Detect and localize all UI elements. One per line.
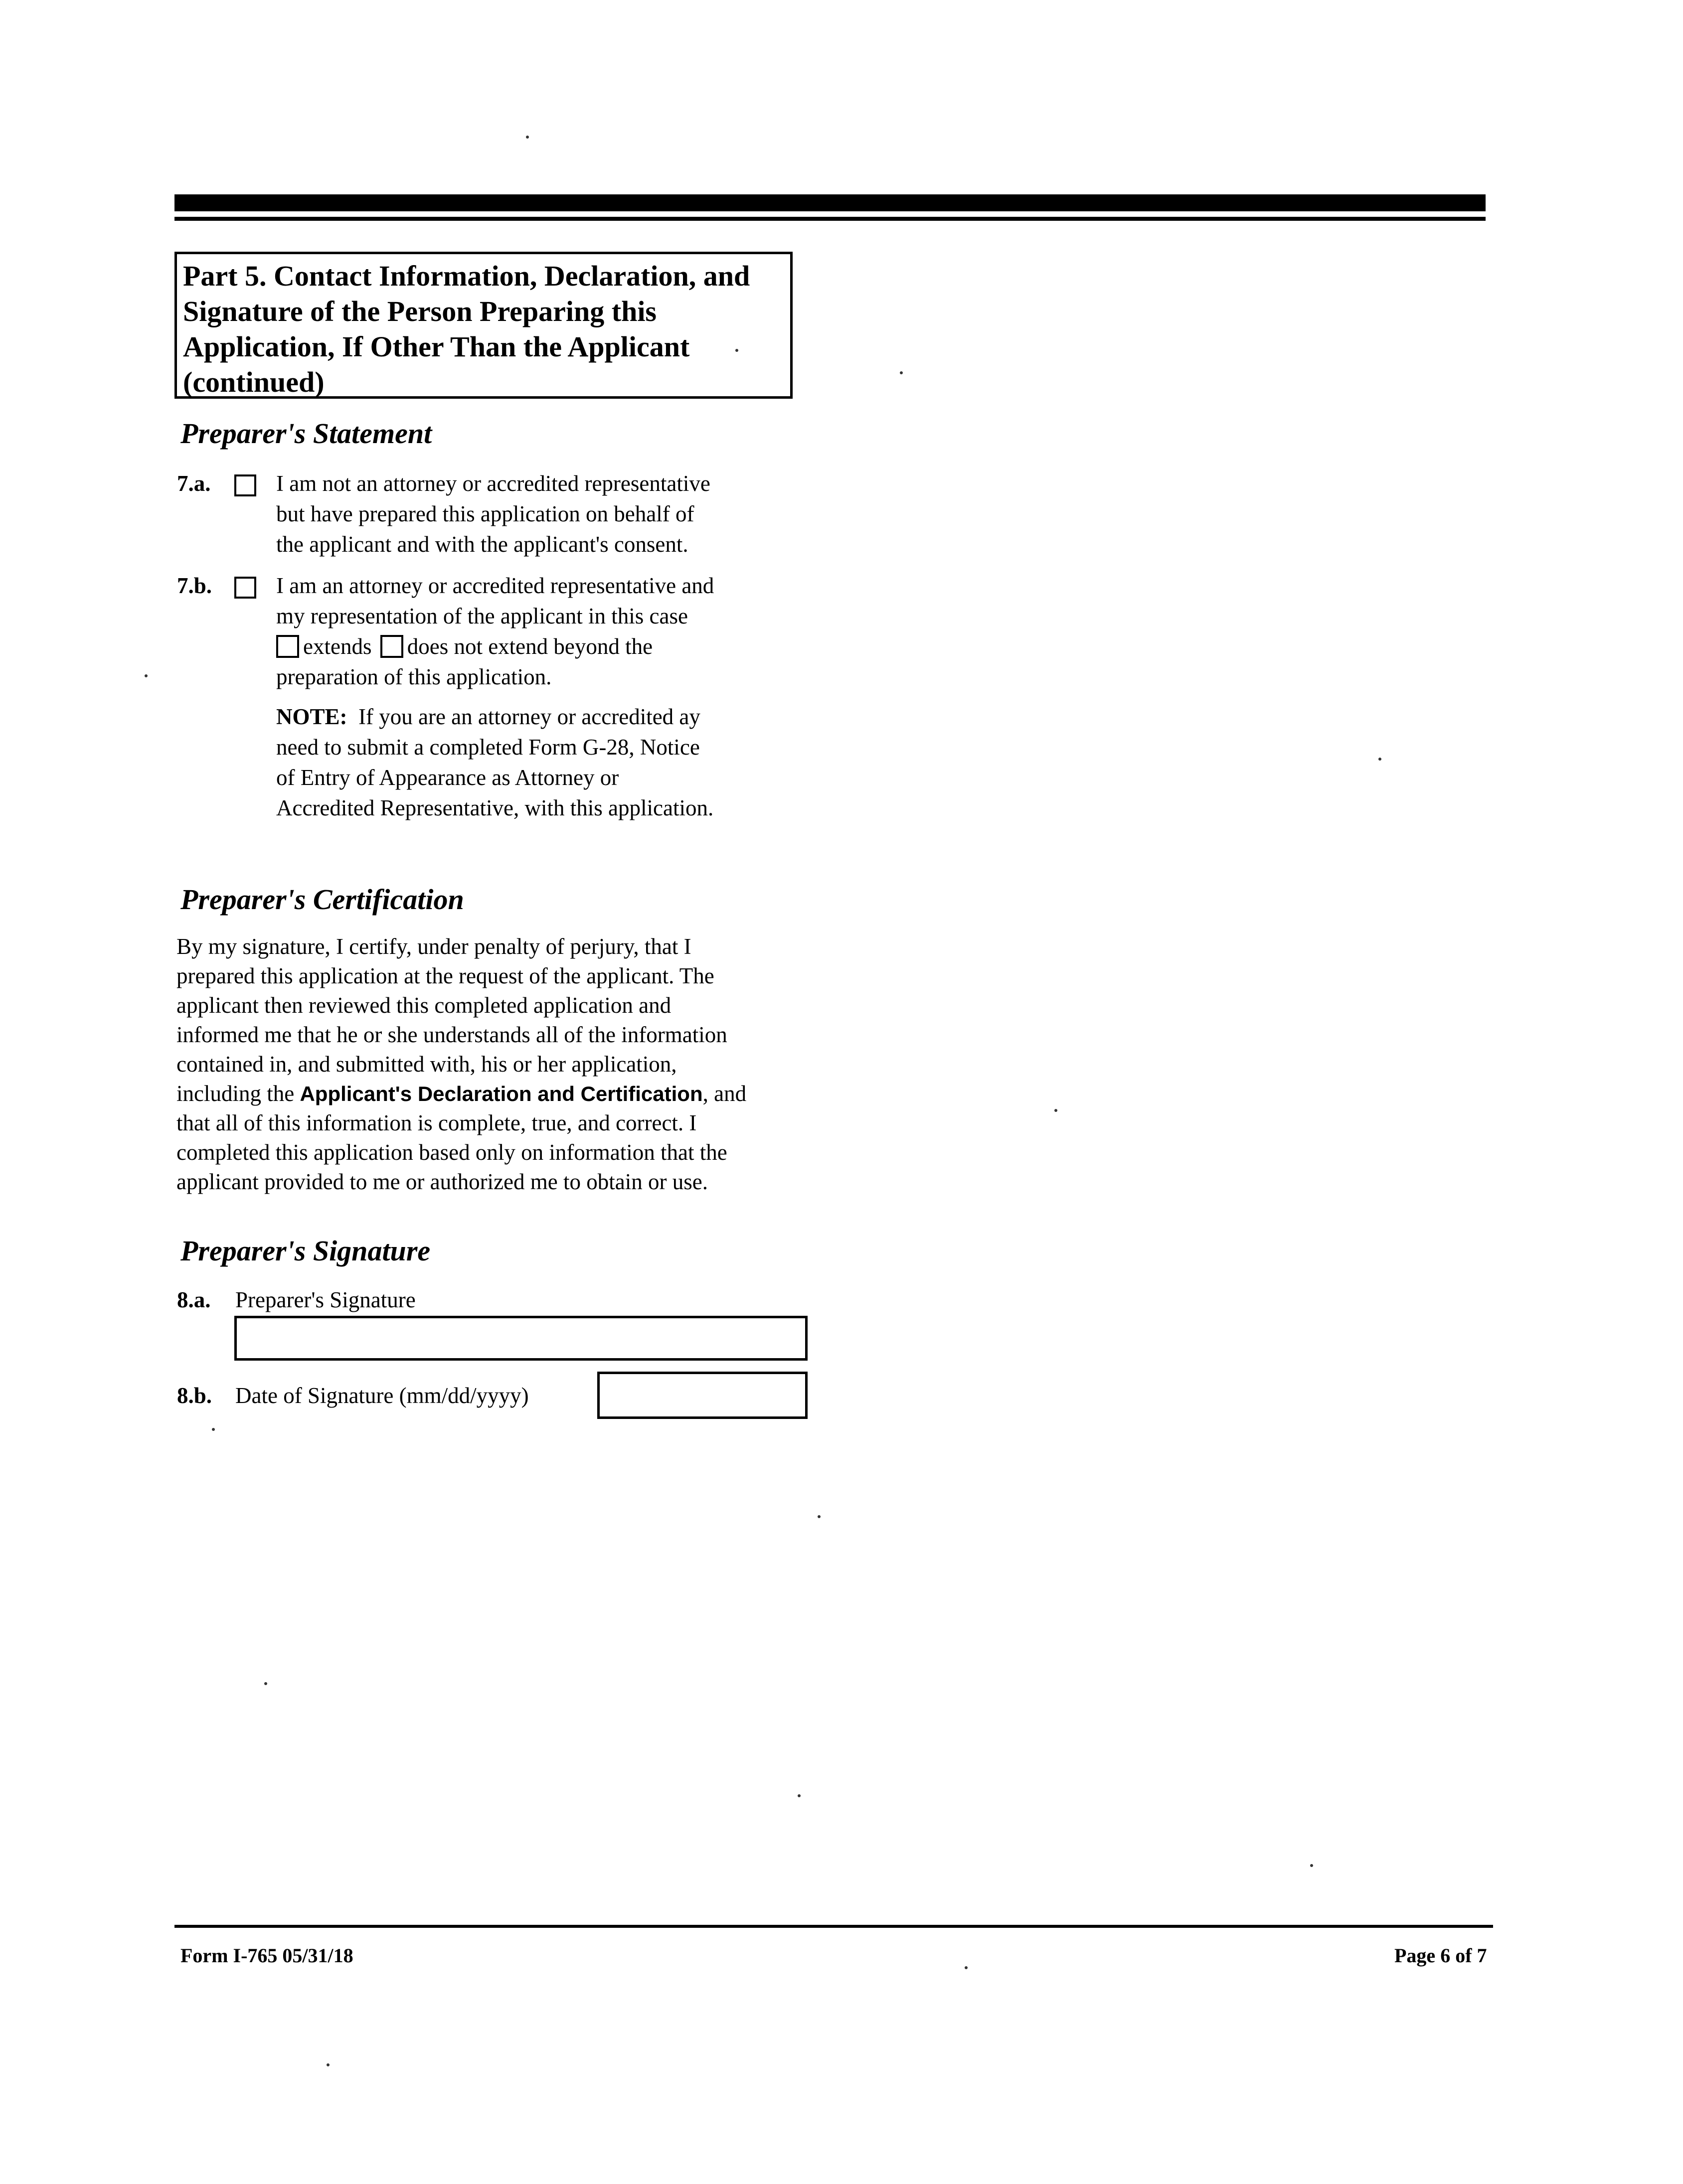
certification-line [176,1079,825,1108]
item-7a-text [276,468,825,560]
applicant-declaration-ref: Applicant's Declaration and Certification [300,1082,703,1105]
scan-speck [965,1966,968,1969]
note-block [276,702,825,823]
scan-speck [264,1682,267,1685]
scan-speck [1054,1109,1057,1112]
note-line1-text: If you are an attorney or accredited ay [358,704,700,729]
certification-line: applicant then reviewed this completed application and [176,993,672,1018]
certification-line: By my signature, I certify, under penalty of perjury, that I [176,934,691,959]
item-7a-line2: but have prepared this application on behalf of [276,501,694,526]
extends-checkbox[interactable] [276,635,299,658]
certification-line: prepared this application at the request of the applicant. The [176,963,714,988]
page-number: Page 6 of 7 [1394,1944,1487,1967]
item-7b-line2: my representation of the applicant in this case [276,604,688,628]
scan-speck [1310,1864,1313,1867]
part-title-line2: Signature of the Person Preparing this [183,295,657,327]
item-8a-number: 8.a. [177,1287,211,1312]
item-7a-number: 7.a. [177,471,211,496]
item-7a-checkbox[interactable] [234,474,256,496]
certification-line: completed this application based only on information that the [176,1140,727,1165]
header-rule-thin [174,217,1486,221]
item-7a-line1: I am not an attorney or accredited representative [276,471,710,496]
item-7a-line3: the applicant and with the applicant's consent. [276,532,688,557]
preparer-statement-heading: Preparer's Statement [180,417,432,450]
date-of-signature-value [600,1377,607,1402]
form-id: Form I-765 05/31/18 [180,1944,353,1967]
part-title-line3: Application, If Other Than the Applicant [183,330,690,363]
scan-speck [900,371,903,374]
item-7b-line4: preparation of this application. [276,664,552,689]
note-line1 [276,702,825,732]
scan-speck [526,136,529,139]
preparer-signature-field[interactable] [234,1316,808,1361]
preparer-signature-value [237,1321,244,1346]
scan-speck [145,674,148,677]
item-8a-label: Preparer's Signature [235,1287,416,1312]
item-8b-label: Date of Signature (mm/dd/yyyy) [235,1383,529,1408]
note-line4: Accredited Representative, with this application. [276,795,714,820]
scan-speck [798,1794,801,1797]
date-of-signature-field[interactable] [597,1372,808,1419]
scan-speck [327,2063,330,2066]
scan-speck [818,1515,821,1518]
certification-line: informed me that he or she understands all of the information [176,1022,727,1047]
header-rule-thick [174,194,1486,211]
part-title-line1: Part 5. Contact Information, Declaration, and [183,260,750,292]
does-not-extend-label: does not extend beyond the [407,634,653,659]
item-7b-text [276,571,825,692]
certification-line: applicant provided to me or authorized me to obtain or use. [176,1169,708,1194]
item-7b-line3 [276,631,825,662]
does-not-extend-checkbox[interactable] [380,635,403,658]
part-title-line4: (continued) [183,366,325,398]
scan-speck [735,349,738,352]
preparer-certification-heading: Preparer's Certification [180,883,464,916]
certification-line: that all of this information is complete, true, and correct. I [176,1110,697,1135]
footer-rule [174,1925,1493,1928]
note-label: NOTE: [276,704,347,729]
preparer-signature-heading: Preparer's Signature [180,1235,431,1267]
part-5-header [174,252,793,399]
extends-label: extends [303,634,372,659]
certification-line: contained in, and submitted with, his or her application, [176,1052,677,1077]
certification-paragraph [176,932,825,1197]
certification-line6-prefix: including the [176,1081,300,1106]
certification-line6-suffix: , and [702,1081,747,1106]
note-line3: of Entry of Appearance as Attorney or [276,765,619,790]
scan-speck [212,1428,215,1431]
scan-speck [1378,758,1381,761]
note-line2: need to submit a completed Form G-28, Notice [276,735,700,760]
item-8b-number: 8.b. [177,1383,212,1408]
item-7b-line1: I am an attorney or accredited representative and [276,573,714,598]
item-7b-checkbox[interactable] [234,577,256,599]
item-7b-number: 7.b. [177,573,212,598]
